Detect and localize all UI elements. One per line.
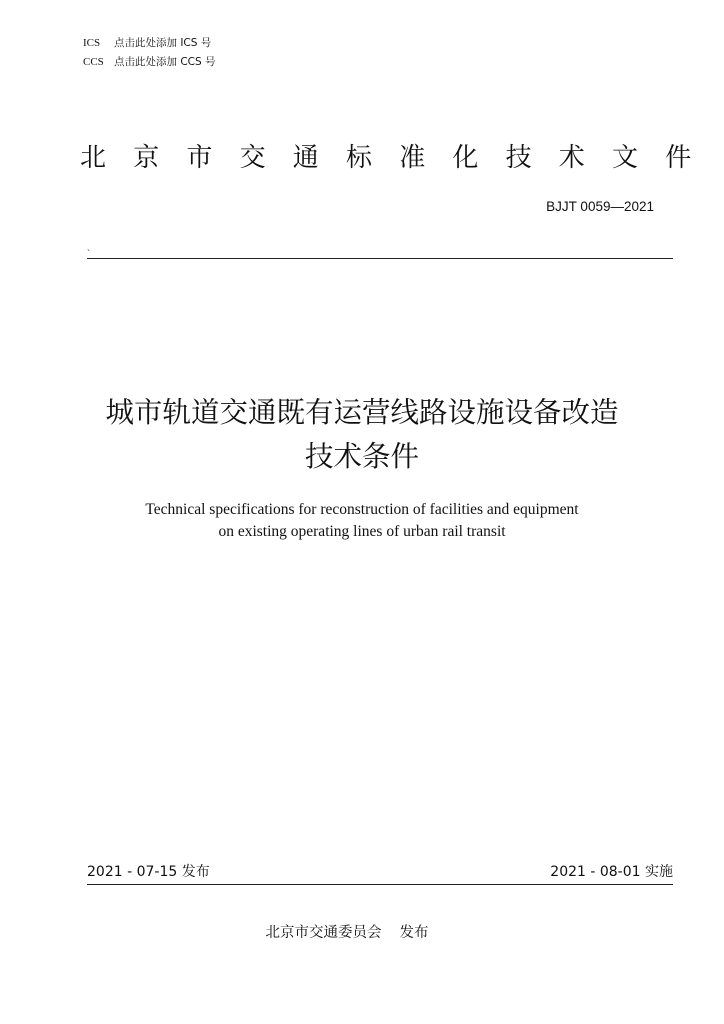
title-en-line1: Technical specifications for reconstruction of facilities and equipment — [145, 501, 579, 518]
issue-date: 2021 - 07-15 发布 — [87, 864, 210, 880]
ics-label: ICS — [83, 37, 101, 49]
ics-placeholder[interactable]: 点击此处添加 ICS 号 — [114, 37, 212, 49]
publisher — [0, 923, 694, 943]
ics-line — [83, 36, 211, 50]
top-divider — [87, 258, 673, 259]
document-type-title: 北京市交通标准化技术文件 — [80, 143, 719, 173]
bottom-divider — [87, 884, 673, 885]
ccs-placeholder[interactable]: 点击此处添加 CCS 号 — [114, 56, 216, 68]
standard-number: BJJT 0059—2021 — [546, 199, 654, 214]
title-en-line2: on existing operating lines of urban rail transit — [218, 523, 506, 540]
rule-mark: ` — [87, 248, 90, 258]
publisher-action: 发布 — [399, 925, 429, 941]
title-cn-line1: 城市轨道交通既有运营线路设施设备改造 — [105, 396, 619, 429]
implementation-date: 2021 - 08-01 实施 — [550, 864, 673, 880]
title-cn-line2: 技术条件 — [304, 440, 419, 473]
ccs-line — [83, 55, 216, 69]
publisher-name: 北京市交通委员会 — [265, 925, 382, 941]
ccs-label: CCS — [83, 56, 104, 68]
